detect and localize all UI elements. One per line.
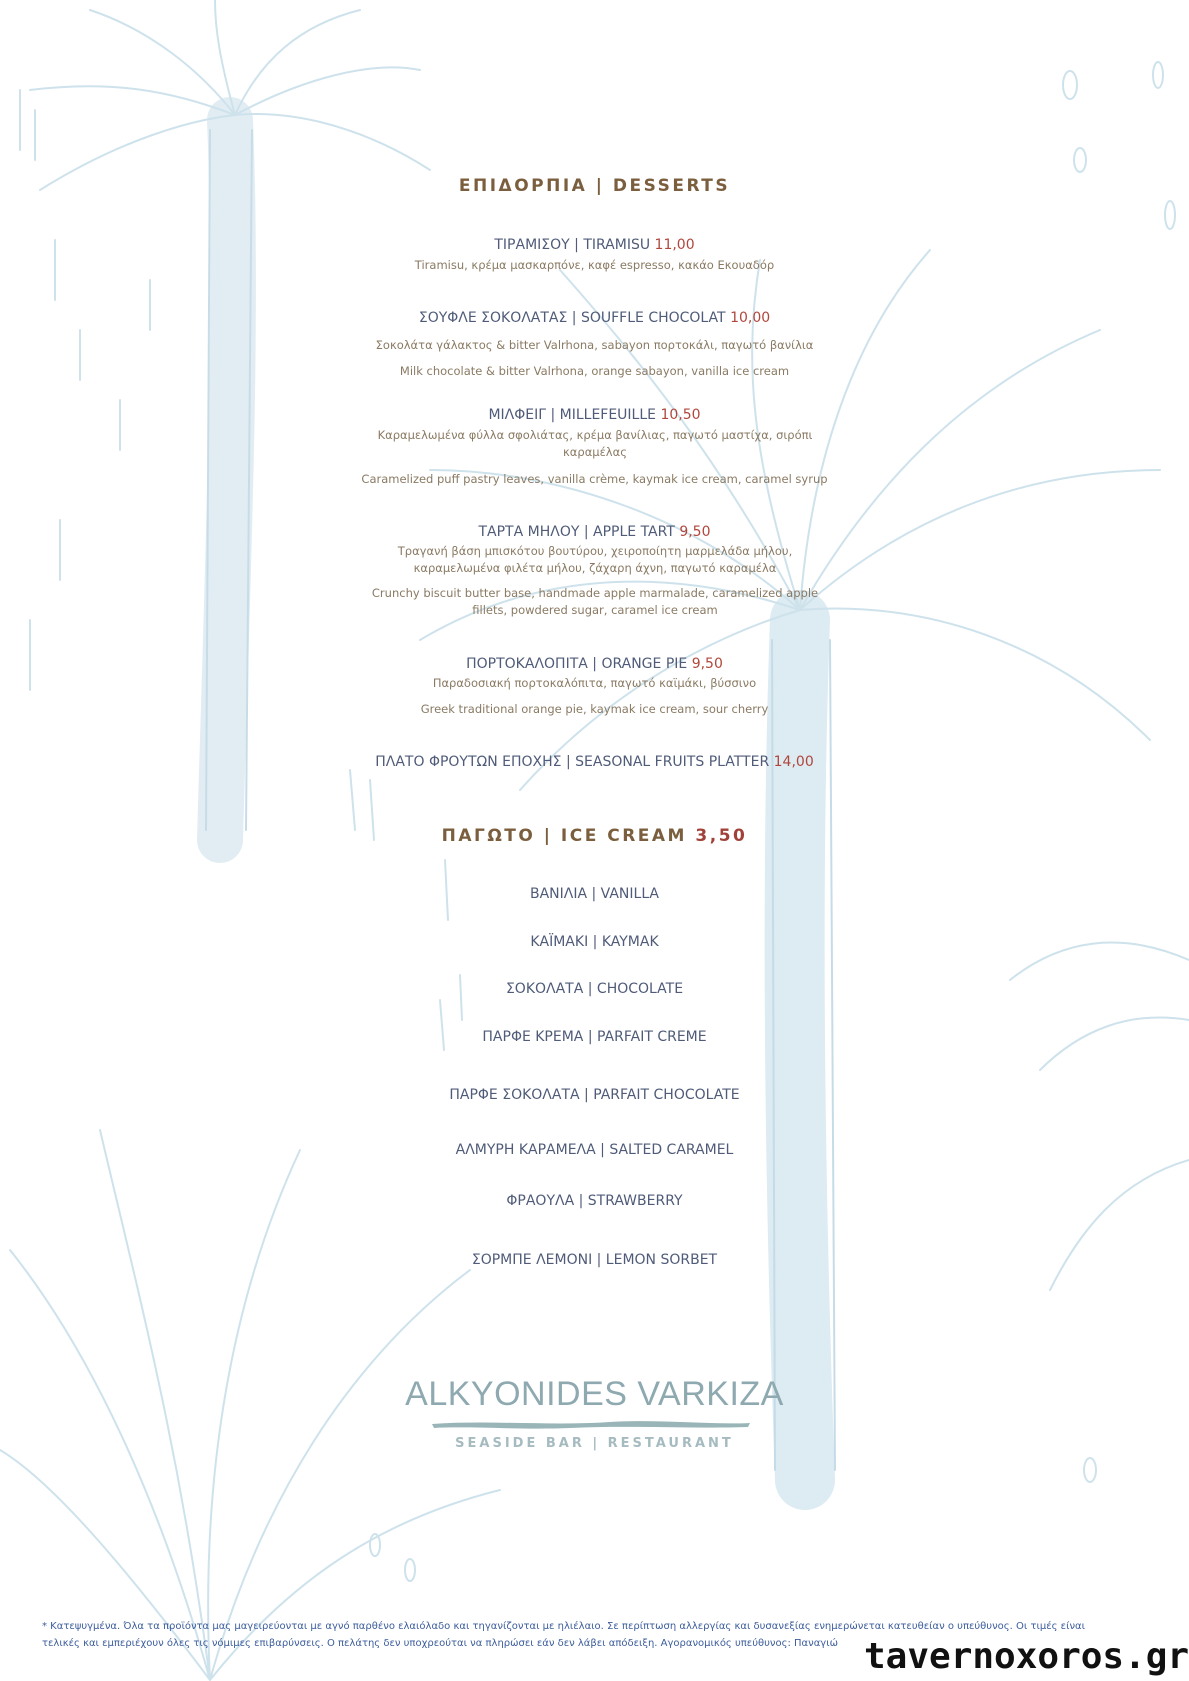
item-price: 10,00 [730, 310, 771, 326]
menu-item-souffle-chocolat [0, 309, 1189, 327]
item-description-gr: Παραδοσιακή πορτοκαλόπιτα, παγωτό καϊμάκι, βύσσινο [432, 676, 757, 690]
item-price: 11,00 [654, 237, 695, 253]
ice-cream-flavor: ΣΟΚΟΛΑΤΑ | CHOCOLATE [505, 981, 684, 997]
item-price: 9,50 [679, 524, 711, 540]
brush-stroke-icon [430, 1417, 752, 1431]
ice-cream-flavor: ΠΑΡΦΕ ΣΟΚΟΛΑΤΑ | PARFAIT CHOCOLATE [449, 1087, 740, 1103]
menu-item-seasonal-fruits [0, 753, 1189, 771]
ice-cream-heading [0, 826, 1189, 846]
item-price: 14,00 [773, 754, 814, 770]
section-title: ΠΑΓΩΤΟ | ICE CREAM [441, 826, 687, 846]
ice-cream-flavor: ΣΟΡΜΠΕ ΛΕΜΟΝΙ | LEMON SORBET [471, 1252, 718, 1268]
item-description-en: Caramelized puff pastry leaves, vanilla crème, kaymak ice cream, caramel syrup [361, 472, 828, 486]
item-description-en: Greek traditional orange pie, kaymak ice cream, sour cherry [420, 702, 769, 716]
menu-item-tiramisu [0, 236, 1189, 254]
ice-cream-flavor: ΚΑΪΜΑΚΙ | KAYMAK [530, 934, 659, 950]
item-name: ΣΟΥΦΛΕ ΣΟΚΟΛΑΤΑΣ | SOUFFLE CHOCOLAT [418, 310, 726, 326]
item-price: 9,50 [691, 656, 723, 672]
item-description-gr: Καραμελωμένα φύλλα σφολιάτας, κρέμα βανίλιας, παγωτό μαστίχα, σιρόπι καραμέλας [377, 428, 813, 459]
brand-logo: ALKYONIDES VARKIZA [405, 1375, 784, 1413]
item-name: ΤΙΡΑΜΙΣΟΥ | TIRAMISU [494, 237, 651, 253]
item-name: ΜΙΛΦΕΙΓ | MILLEFEUILLE [488, 407, 657, 423]
item-description-en: Crunchy biscuit butter base, handmade apple marmalade, caramelized apple fillets, powdered sugar, caramel ice cream [371, 586, 819, 617]
desserts-heading: ΕΠΙΔΟΡΠΙΑ | DESSERTS [458, 176, 731, 196]
menu-item-millefeuille [0, 406, 1189, 424]
item-description-gr: Σοκολάτα γάλακτος & bitter Valrhona, sabayon πορτοκάλι, παγωτό βανίλια [375, 338, 814, 352]
legal-notice-line: τελικές και εμπεριέχουν όλες τις νόμιμες επιβαρύνσεις. Ο πελάτης δεν υποχρεούται να πληρώσει εάν δεν λάβει απόδειξη. Αγορανομικός υπεύθυνος: Παναγιώ [42, 1638, 838, 1649]
ice-cream-flavor: ΦΡΑΟΥΛΑ | STRAWBERRY [506, 1193, 683, 1209]
menu-item-apple-tart [0, 523, 1189, 541]
ice-cream-flavor: ΒΑΝΙΛΙΑ | VANILLA [529, 886, 660, 902]
item-description-en: Milk chocolate & bitter Valrhona, orange sabayon, vanilla ice cream [399, 364, 790, 378]
item-name: ΠΟΡΤΟΚΑΛΟΠΙΤΑ | ORANGE PIE [466, 656, 688, 672]
item-name: ΤΑΡΤΑ ΜΗΛΟΥ | APPLE TART [478, 524, 675, 540]
ice-cream-flavor: ΠΑΡΦΕ ΚΡΕΜΑ | PARFAIT CREME [482, 1029, 707, 1045]
watermark: tavernoxoros.gr [864, 1632, 1189, 1681]
section-price: 3,50 [695, 826, 748, 846]
ice-cream-flavor: ΑΛΜΥΡΗ ΚΑΡΑΜΕΛΑ | SALTED CARAMEL [455, 1142, 734, 1158]
item-name: ΠΛΑΤΟ ΦΡΟΥΤΩΝ ΕΠΟΧΗΣ | SEASONAL FRUITS PLATTER [375, 754, 770, 770]
item-price: 10,50 [660, 407, 701, 423]
item-description-gr: Tiramisu, κρέμα μασκαρπόνε, καφέ espresso, κακάο Εκουαδόρ [414, 258, 775, 272]
brand-tagline: SEASIDE BAR | RESTAURANT [455, 1436, 734, 1451]
item-description-gr: Τραγανή βάση μπισκότου βουτύρου, χειροποίητη μαρμελάδα μήλου, καραμελωμένα φιλέτα μήλου, ζάχαρη άχνη, παγωτό καραμέλα [397, 544, 793, 575]
legal-notice-line: * Κατεψυγμένα. Όλα τα προϊόντα μας μαγειρεύονται με αγνό παρθένο ελαιόλαδο και τηγανίζονται με ηλιέλαιο. Σε περίπτωση αλλεργίας και δυσανεξίας ενημερώνεται κατευθείαν ο υπεύθυνος. Οι τιμές είναι [42, 1621, 1086, 1632]
menu-item-orange-pie [0, 655, 1189, 673]
